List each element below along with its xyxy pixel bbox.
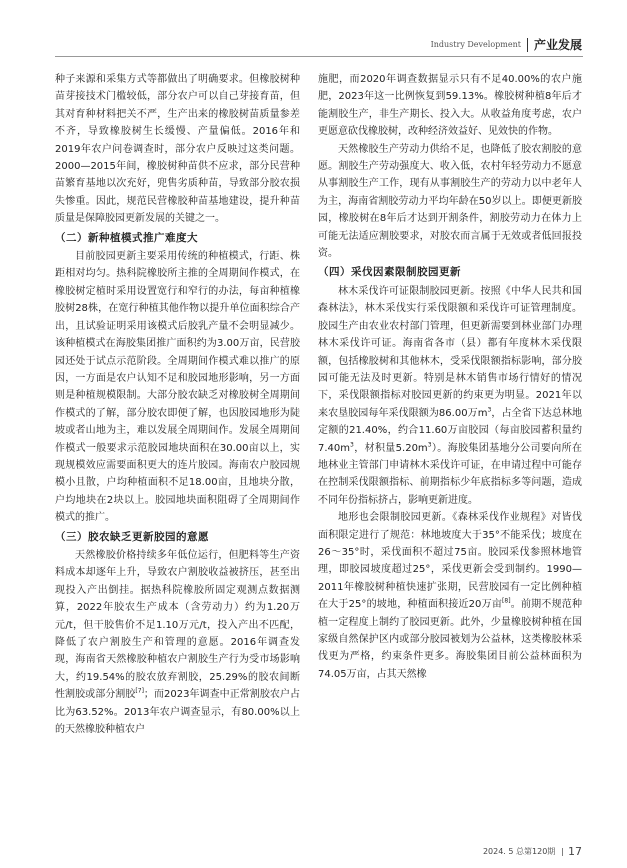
- paragraph: [318, 509, 582, 683]
- paragraph: 天然橡胶生产劳动力供给不足，也降低了胶农割胶的意愿。割胶生产劳动强度大、收入低，农村年轻劳动力不愿意从事割胶生产工作，现有从事割胶生产的劳动力以中老年人为主，海南省割胶劳动力平均年龄在50岁以上。即便更新胶园，橡胶树在8年后才达到开割条件，割胶劳动力在体力上可能无法适应割胶要求，对胶农而言属于无效或者低回报投资。: [318, 143, 582, 260]
- running-header: [431, 36, 582, 53]
- superscript: 3: [487, 406, 492, 414]
- paragraph-text: 地形也会限制胶园更新。《森林采伐作业规程》对皆伐面积限定进行了规范：林地坡度大于35°不能采伐；坡度在26～35°时，采伐面积不超过75亩。胶园采伐参照林地管理，即胶园坡度超过25°，采伐更新会受到制约。1990—2011年橡胶树种植快速扩张期，民营胶园有一定比例种植在大于25°的坡地，种植面积接近20万亩: [318, 512, 582, 611]
- section-heading-text: （四）采伐因素限制胶园更新: [318, 266, 461, 279]
- paragraph: [55, 547, 300, 738]
- page-number: 17: [568, 845, 582, 858]
- right-column: [318, 71, 582, 683]
- paragraph: 种子来源和采集方式等都做出了明确要求。但橡胶树种苗芽接技术门槛较低，部分农户可以自己芽接育苗，但其对育种材料把关不严，生产出来的橡胶树苗质量参差不齐，导致橡胶树生长缓慢、产量偏低。2016年和2019年农户问卷调查时，部分农户反映过这类问题。2000—2015年间，橡胶树种苗供不应求，部分民营种苗繁育基地以次充好，兜售劣质种苗，导致部分胶农损失惨重。因此，规范民营橡胶种苗基地建设，提升种苗质量是保障胶园更新发展的关键之一。: [55, 74, 300, 225]
- header-section-en: Industry Development: [430, 40, 521, 49]
- issue-info: 2024. 5 总第120期: [482, 847, 556, 856]
- paragraph: 施肥，而2020年调查数据显示只有不足40.00%的农户施肥，2023年这一比例恢复到59.13%。橡胶树种植8年后才能割胶生产，非生产期长、投入大。从收益角度考虑，农户更愿意砍伐橡胶树，改种经济效益好、见效快的作物。: [318, 74, 582, 138]
- page-footer: [483, 845, 582, 858]
- superscript: 3: [427, 441, 432, 449]
- section-heading-3: [55, 529, 300, 546]
- citation-ref: [7]: [135, 687, 144, 695]
- paragraph-text: 林木采伐许可证限制胶园更新。按照《中华人民共和国森林法》，林木采伐实行采伐限额和采伐许可证管理制度。胶园生产由农业农村部门管理，但更新需要到林业部门办理林木采伐许可证。海南省各市（县）都有年度林木采伐限额，包括橡胶树和其他林木，受采伐限额指标影响，部分胶园可能无法及时更新。特别是林木销售市场行情好的情况下，采伐限额指标对胶园更新的约束更为明显。2021年以来农垦胶园每年采伐限额为86.00万m: [318, 285, 582, 419]
- header-section-cn: 产业发展: [533, 38, 582, 52]
- header-rule: [55, 56, 583, 57]
- paragraph-text: ，占全省下达总林地定额的21.40%，约合11.60万亩胶园（每亩胶园蓄积量约7.40m: [318, 407, 582, 454]
- paragraph: [318, 283, 582, 509]
- header-divider: [527, 38, 528, 52]
- section-heading-text: （二）新种植模式推广难度大: [55, 231, 198, 244]
- section-heading-4: [318, 264, 582, 281]
- paragraph-text: ；而2023年调查中正常割胶农户占比为63.52%。2013年农户调查显示，有80.00%以上的天然橡胶种植农户: [55, 689, 301, 736]
- paragraph: 目前胶园更新主要采用传统的种植模式，行距、株距相对均匀。热科院橡胶所主推的全周期间作模式，在橡胶树定植时采用设置宽行和窄行的办法，每亩种植橡胶树28株，在宽行种植其他作物以提升单位面积综合产出，且试验证明采用该模式后胶乳产量不会明显减少。该种植模式在海胶集团推广面积约为3.00万亩，民营胶园还处于试点示范阶段。全周期间作模式难以推广的原因，一方面是农户认知不足和胶园地形影响，另一方面则是种植规模限制。大部分胶农缺乏对橡胶树全周期间作模式的了解，部分胶农即便了解，也因胶园地形为陡坡或者山地为主，难以发展全周期间作。发展全周期间作模式一般要求示范胶园地块面积在30.00亩以上，实现规模效应需要面积更大的连片胶园。海南农户胶园规模小且散，户均种植面积不足18.00亩，且地块分散，户均地块在2块以上。胶园地块面积阻碍了全周期间作模式的推广。: [55, 251, 300, 524]
- paragraph-text: 天然橡胶价格持续多年低位运行，但肥料等生产资料成本却逐年上升，导致农户割胶收益被挤压，甚至出现投入产出倒挂。据热科院橡胶所固定观测点数据测算，2022年胶农生产成本（含劳动力）约为1.20万元/t，但干胶售价不足1.10万元/t，投入产出不匹配，降低了农户割胶生产和管理的意愿。2016年调查发现，海南省天然橡胶种植农户割胶生产行为受市场影响大，约19.54%的胶农放弃割胶，25.29%的胶农间断性割胶或部分割胶: [55, 549, 300, 701]
- paragraph-text: ）。海胶集团基地分公司要向所在地林业主管部门申请林木采伐许可证，在申请过程中可能存在控制采伐限额指标、前期指标少年底指标多等问题，造成不同年份指标挤占，影响更新进度。: [318, 442, 582, 506]
- citation-ref: [8]: [502, 597, 511, 605]
- superscript: 3: [350, 441, 354, 449]
- section-heading-text: （三）胶农缺乏更新胶园的意愿: [55, 530, 209, 543]
- paragraph-text: 。前期不规范种植一定程度上制约了胶园更新。此外，少量橡胶树种植在国家级自然保护区内或部分胶园被划为公益林，这类橡胶林采伐更为严格，约束条件更多。海胶集团目前公益林面积为74.05万亩，占其天然橡: [318, 599, 583, 680]
- footer-divider: |: [561, 847, 564, 856]
- paragraph-text: ，材积量5.20m: [353, 442, 428, 454]
- section-heading-2: [55, 230, 300, 247]
- left-column: [55, 71, 300, 738]
